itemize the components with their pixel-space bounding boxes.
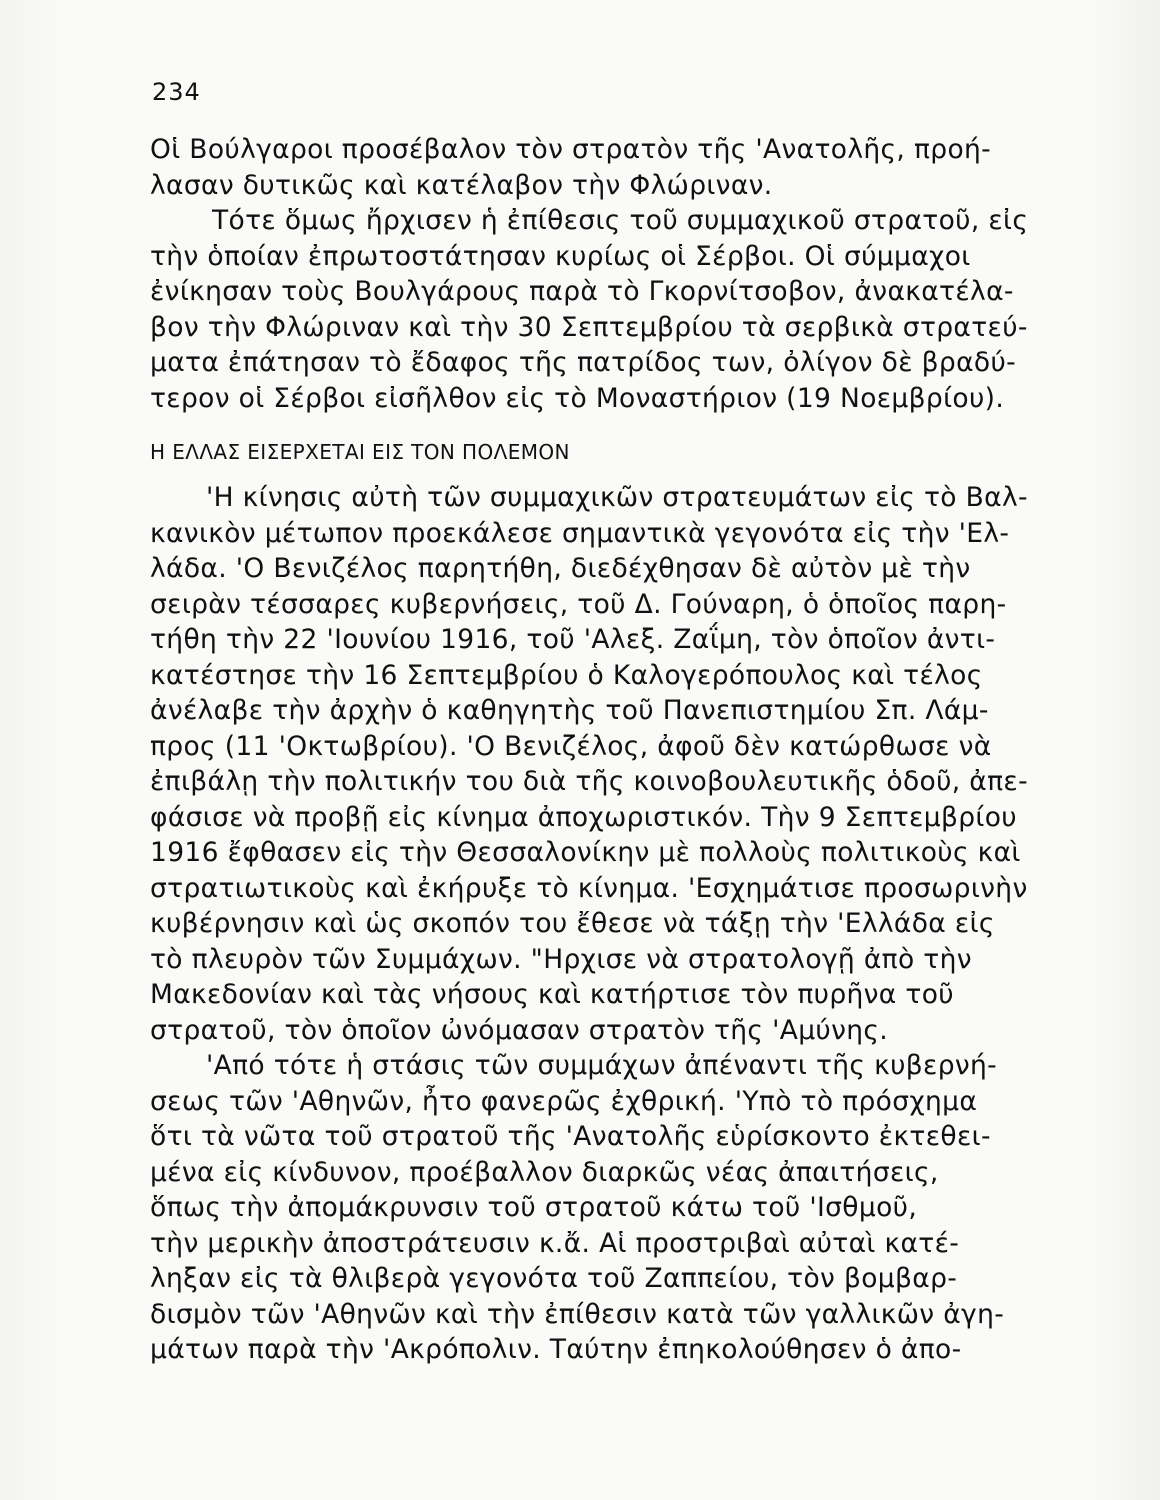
text-line: τὸ πλευρὸν τῶν Συμμάχων. "Ηρχισε νὰ στρατολογῇ ἀπὸ τὴν	[150, 943, 972, 975]
text-line: ματα ἐπάτησαν τὸ ἔδαφος τῆς πατρίδος των, ὀλίγον δὲ βραδύ-	[150, 347, 1017, 378]
text-line: ληξαν εἰς τὰ θλιβερὰ γεγονότα τοῦ Ζαππείου, τὸν βομβαρ-	[150, 1263, 958, 1294]
text-line: Τότε ὅμως ἤρχισεν ἡ ἐπίθεσις τοῦ συμμαχικοῦ στρατοῦ, εἰς	[212, 205, 1029, 236]
page-body	[150, 132, 1100, 1368]
text-line: Μακεδονίαν καὶ τὰς νήσους καὶ κατήρτισε τὸν πυρῆνα τοῦ	[150, 979, 954, 1010]
text-line: ἐπιβάλῃ τὴν πολιτικήν του διὰ τῆς κοινοβουλευτικῆς ὁδοῦ, ἀπε-	[150, 766, 1029, 797]
text-line: ὅτι τὰ νῶτα τοῦ στρατοῦ τῆς 'Ανατολῆς εὑρίσκοντο ἐκτεθει-	[150, 1121, 991, 1152]
section-heading: Η ΕΛΛΑΣ ΕΙΣΕΡΧΕΤΑΙ ΕΙΣ ΤΟΝ ΠΟΛΕΜΟΝ	[150, 440, 570, 464]
text-line: κατέστησε τὴν 16 Σεπτεμβρίου ὁ Καλογερόπουλος καὶ τέλος	[150, 659, 983, 691]
text-line: βον τὴν Φλώριναν καὶ τὴν 30 Σεπτεμβρίου τὰ σερβικὰ στρατεύ-	[150, 311, 1028, 343]
text-line: μένα εἰς κίνδυνον, προέβαλλον διαρκῶς νέας ἀπαιτήσεις,	[150, 1156, 939, 1188]
text-line: δισμὸν τῶν 'Αθηνῶν καὶ τὴν ἐπίθεσιν κατὰ τῶν γαλλικῶν ἀγη-	[150, 1298, 1005, 1330]
text-line: ἀνέλαβε τὴν ἀρχὴν ὁ καθηγητὴς τοῦ Πανεπιστημίου Σπ. Λάμ-	[150, 695, 989, 726]
text-line: τήθη τὴν 22 'Ιουνίου 1916, τοῦ 'Αλεξ. Ζαΐμη, τὸν ὁποῖον ἀντι-	[150, 624, 996, 655]
paragraph-2	[150, 480, 1100, 1048]
text-line: προς (11 'Οκτωβρίου). 'Ο Βενιζέλος, ἀφοῦ δὲν κατώρθωσε νὰ	[150, 730, 992, 762]
text-line: 'Η κίνησις αὐτὴ τῶν συμμαχικῶν στρατευμάτων εἰς τὸ Βαλ-	[206, 482, 1028, 513]
text-line: φάσισε νὰ προβῇ εἰς κίνημα ἀποχωριστικόν. Τὴν 9 Σεπτεμβρίου	[150, 801, 1017, 833]
text-line: 1916 ἔφθασεν εἰς τὴν Θεσσαλονίκην μὲ πολλοὺς πολιτικοὺς καὶ	[150, 837, 1021, 868]
text-line: τερον οἱ Σέρβοι εἰσῆλθον εἰς τὸ Μοναστήριον (19 Νοεμβρίου).	[150, 382, 1005, 414]
text-line: ὅπως τὴν ἀπομάκρυνσιν τοῦ στρατοῦ κάτω τοῦ 'Ισθμοῦ,	[150, 1192, 918, 1223]
text-line: σεως τῶν 'Αθηνῶν, ἦτο φανερῶς ἐχθρική. 'Υπὸ τὸ πρόσχημα	[150, 1085, 978, 1117]
text-line: τὴν μερικὴν ἀποστράτευσιν κ.ἄ. Αἱ προστριβαὶ αὐταὶ κατέ-	[150, 1227, 960, 1259]
text-line: στρατοῦ, τὸν ὁποῖον ὠνόμασαν στρατὸν τῆς 'Αμύνης.	[150, 1014, 889, 1046]
text-line: κυβέρνησιν καὶ ὡς σκοπόν του ἔθεσε νὰ τάξῃ τὴν 'Ελλάδα εἰς	[150, 908, 995, 939]
text-line: Οἱ Βούλγαροι προσέβαλον τὸν στρατὸν τῆς 'Ανατολῆς, προή-	[150, 134, 992, 165]
text-line: 'Από τότε ἡ στάσις τῶν συμμάχων ἀπέναντι τῆς κυβερνή-	[206, 1050, 998, 1081]
text-line: ἐνίκησαν τοὺς Βουλγάρους παρὰ τὸ Γκορνίτσοβον, ἀνακατέλα-	[150, 276, 1014, 307]
text-line: τὴν ὁποίαν ἐπρωτοστάτησαν κυρίως οἱ Σέρβοι. Οἱ σύμμαχοι	[150, 240, 971, 272]
text-line: κανικὸν μέτωπον προεκάλεσε σημαντικὰ γεγονότα εἰς τὴν 'Ελ-	[150, 517, 1010, 549]
text-line: μάτων παρὰ τὴν 'Ακρόπολιν. Ταύτην ἐπηκολούθησεν ὁ ἀπο-	[150, 1334, 962, 1365]
text-line: στρατιωτικοὺς καὶ ἐκήρυξε τὸ κίνημα. 'Εσχημάτισε προσωρινὴν	[150, 872, 1028, 904]
paragraph-3	[150, 1048, 1100, 1368]
text-line: λάδα. 'Ο Βενιζέλος παρητήθη, διεδέχθησαν δὲ αὐτὸν μὲ τὴν	[150, 553, 971, 584]
page-number: 234	[152, 78, 201, 106]
text-line: λασαν δυτικῶς καὶ κατέλαβον τὴν Φλώριναν.	[150, 169, 773, 201]
text-line: σειρὰν τέσσαρες κυβερνήσεις, τοῦ Δ. Γούναρη, ὁ ὁποῖος παρη-	[150, 588, 1007, 620]
paragraph-1	[150, 132, 1100, 416]
